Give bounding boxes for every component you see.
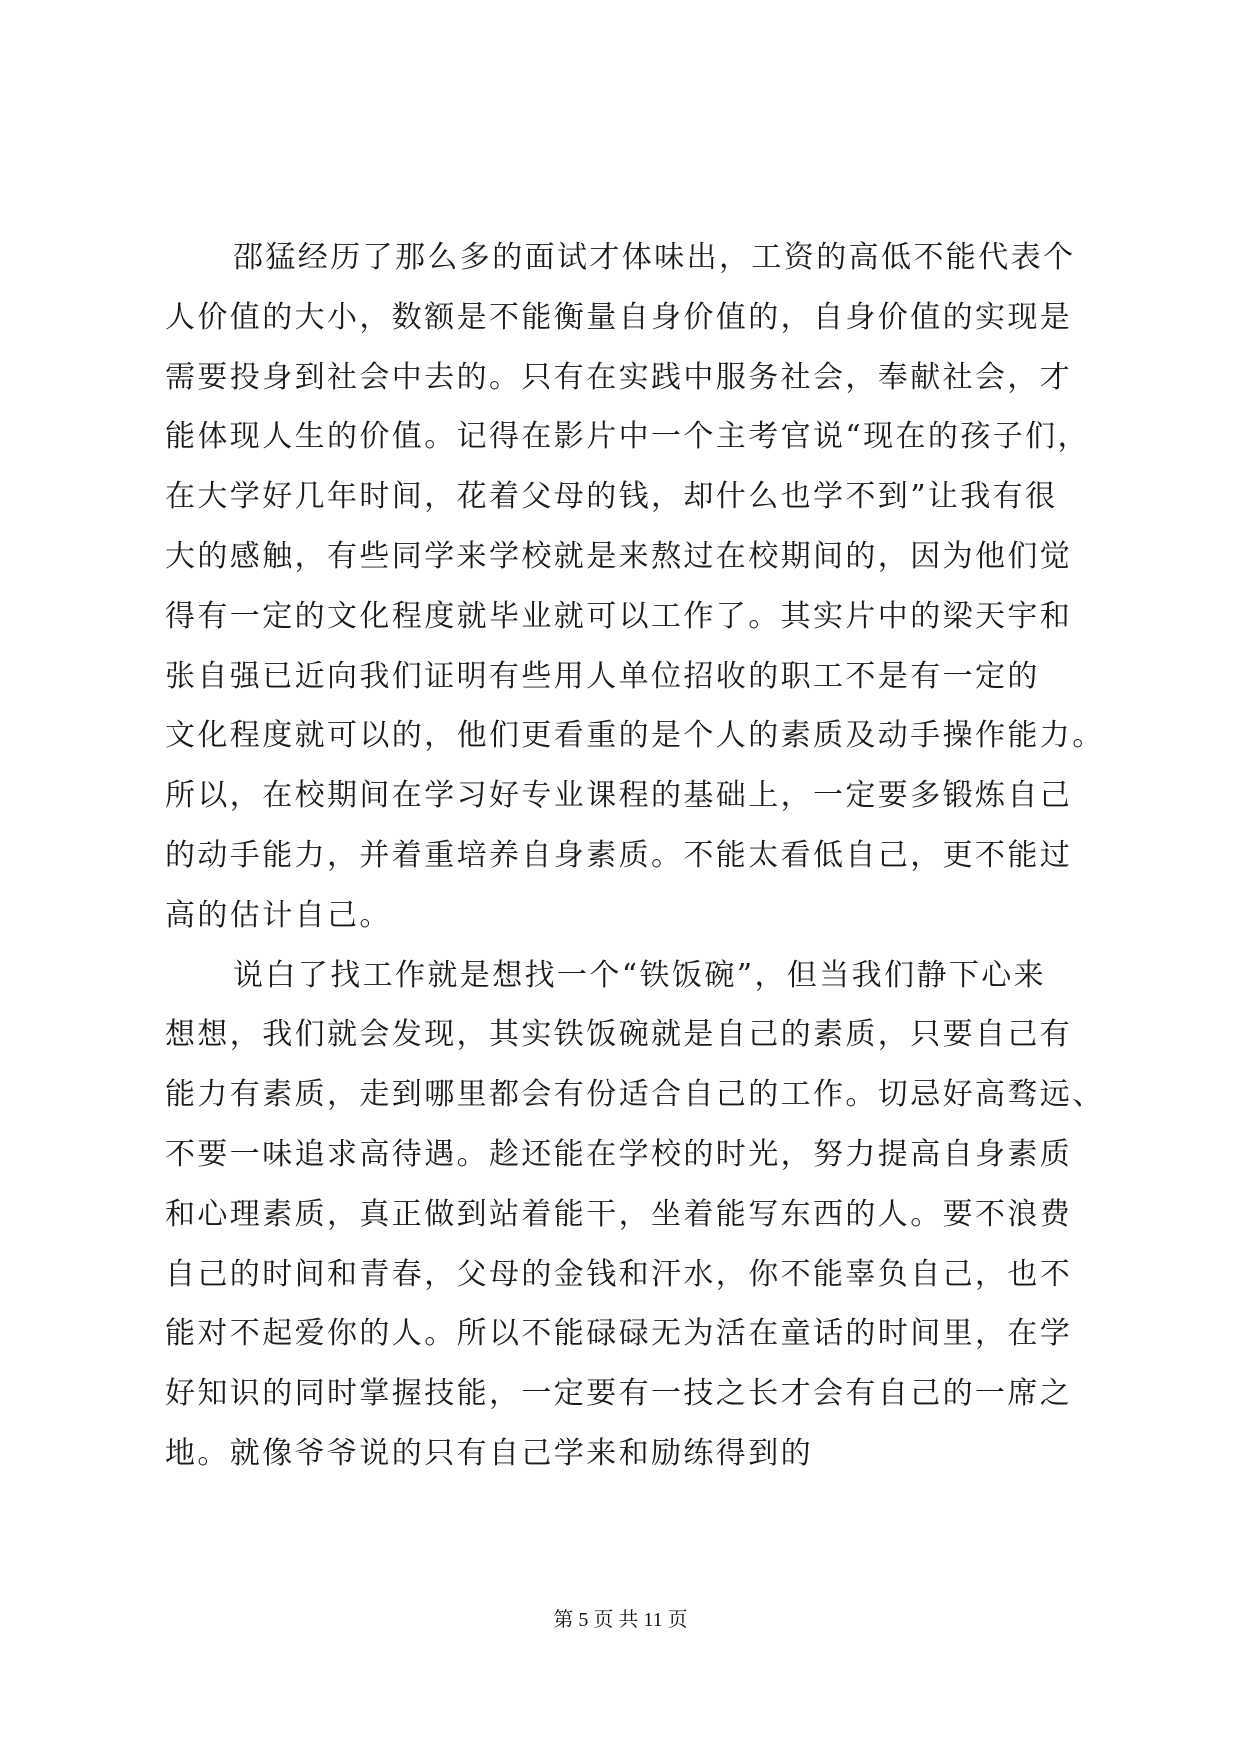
paragraph-1-line-1: 邵猛经历了那么多的面试才体味出，工资的高低不能代表个 bbox=[233, 240, 1076, 275]
paragraph-1-line-8: 张自强已近向我们证明有些用人单位招收的职工不是有一定的 bbox=[165, 658, 1040, 694]
paragraph-2-line-5: 和心理素质，真正做到站着能干，坐着能写东西的人。要不浪费 bbox=[165, 1196, 1073, 1232]
paragraph-2-line-2: 想想，我们就会发现，其实铁饭碗就是自己的素质，只要自己有 bbox=[165, 1017, 1073, 1053]
paragraph-1-line-9: 文化程度就可以的，他们更看重的是个人的素质及动手操作能力。 bbox=[165, 718, 1105, 754]
paragraph-1-line-12: 高的估计自己。 bbox=[165, 897, 392, 933]
paragraph-2-line-8: 好知识的同时掌握技能，一定要有一技之长才会有自己的一席之 bbox=[165, 1376, 1073, 1412]
page-number-footer: 第 5 页 共 11 页 bbox=[553, 1609, 688, 1631]
document-body bbox=[165, 228, 1105, 1484]
paragraph-2-line-6: 自己的时间和青春，父母的金钱和汗水，你不能辜负自己，也不 bbox=[165, 1256, 1073, 1292]
paragraph-1-line-11: 的动手能力，并着重培养自身素质。不能太看低自己，更不能过 bbox=[165, 837, 1073, 873]
paragraph-2-line-1: 说白了找工作就是想找一个“铁饭碗”，但当我们静下心来 bbox=[233, 957, 1047, 993]
paragraph-1-line-10: 所以，在校期间在学习好专业课程的基础上，一定要多锻炼自己 bbox=[165, 778, 1073, 814]
paragraph-1-line-5: 在大学好几年时间，花着父母的钱，却什么也学不到”让我有很 bbox=[165, 479, 1058, 515]
paragraph-1-line-6: 大的感触，有些同学来学校就是来熬过在校期间的，因为他们觉 bbox=[165, 538, 1073, 574]
paragraph-2-line-9: 地。就像爷爷说的只有自己学来和励练得到的 bbox=[165, 1435, 813, 1471]
paragraph-1-line-4: 能体现人生的价值。记得在影片中一个主考官说“现在的孩子们， bbox=[165, 419, 1090, 455]
paragraph-1-line-3: 需要投身到社会中去的。只有在实践中服务社会，奉献社会，才 bbox=[165, 359, 1073, 395]
paragraph-2-line-7: 能对不起爱你的人。所以不能碌碌无为活在童话的时间里，在学 bbox=[165, 1316, 1073, 1352]
paragraph-2-line-4: 不要一味追求高待遇。趁还能在学校的时光，努力提高自身素质 bbox=[165, 1136, 1073, 1172]
paragraph-2-line-3: 能力有素质，走到哪里都会有份适合自己的工作。切忌好高骛远、 bbox=[165, 1077, 1105, 1113]
paragraph-1-line-2: 人价值的大小，数额是不能衡量自身价值的，自身价值的实现是 bbox=[165, 299, 1073, 335]
paragraph-1-line-7: 得有一定的文化程度就毕业就可以工作了。其实片中的梁天宇和 bbox=[165, 598, 1073, 634]
